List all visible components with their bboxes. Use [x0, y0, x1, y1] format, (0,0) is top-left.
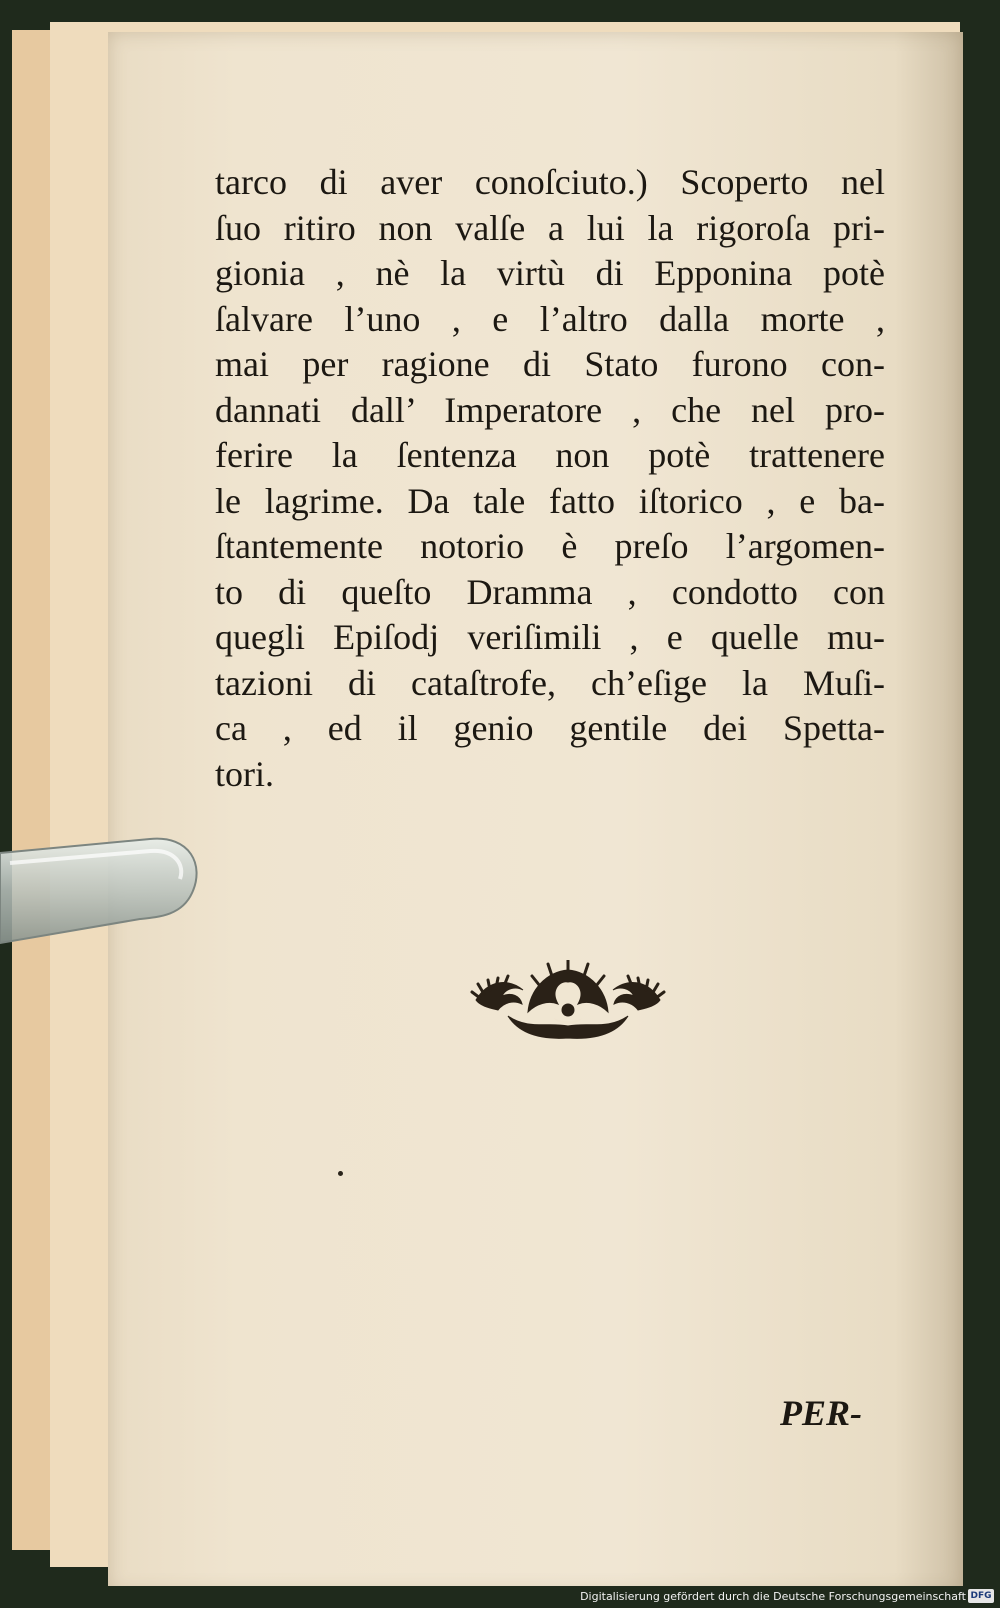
ink-speck	[338, 1171, 343, 1176]
text-line-1: tarco di aver conoſciuto.) Scoperto nel	[215, 162, 885, 202]
text-line-6: dannati dall’ Imperatore , che nel pro-	[215, 389, 885, 430]
text-line-5: mai per ragione di Stato furono con-	[215, 344, 885, 384]
text-line-7: ferire la ſentenza non potè trattenere	[215, 435, 885, 475]
text-line-4: ſalvare l’uno , e l’altro dalla morte ,	[215, 298, 885, 339]
text-line-14: tori.	[215, 753, 274, 794]
text-line-8: le lagrime. Da tale fatto iſtorico , e ba-	[215, 480, 885, 521]
dfg-logo: DFG	[968, 1589, 994, 1603]
text-line-9: ſtantemente notorio è preſo l’argomen-	[215, 526, 885, 566]
catchword: PER-	[780, 1393, 863, 1433]
glass-page-clip	[0, 835, 205, 945]
footer-credit: Digitalisierung gefördert durch die Deutsche Forschungsgemeinschaft	[580, 1590, 966, 1603]
text-line-10: to di queſto Dramma , condotto con	[215, 571, 885, 612]
body-text	[215, 160, 885, 797]
text-line-3: gionia , nè la virtù di Epponina potè	[215, 253, 885, 293]
text-line-12: tazioni di cataſtrofe, ch’eſige la Muſi-	[215, 662, 885, 703]
text-line-11: quegli Epiſodj veriſimili , e quelle mu-	[215, 617, 885, 657]
floral-ornament-icon	[468, 960, 668, 1045]
text-line-2: ſuo ritiro non valſe a lui la rigoroſa pri-	[215, 207, 885, 248]
text-line-13: ca , ed il genio gentile dei Spetta-	[215, 708, 885, 748]
